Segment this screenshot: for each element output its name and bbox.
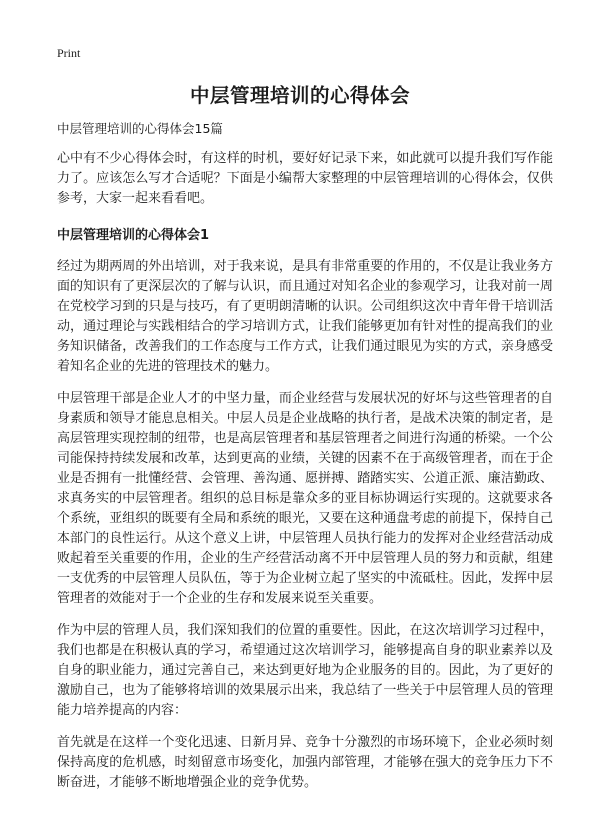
document-title: 中层管理培训的心得体会 (189, 84, 410, 107)
body-paragraph-1: 经过为期两周的外出培训，对于我来说，是具有非常重要的作用的，不仅是让我业务方面的知识有了更深层次的了解与认识，而且通过对知名企业的参观学习，让我对前一周在党校学习到的只是与技巧，有了更明朗清晰的认识。公司组织这次中青年骨干培训活动，通过理论与实践相结合的学习培训方式，让我们能够更加有针对性的提高我们的业务知识储备，改善我们的工作态度与工作方式，让我们通过眼见为实的方式，亲身感受着知名企业的先进的管理技术的魅力。 (57, 259, 553, 374)
body-paragraph-3: 作为中层的管理人员，我们深知我们的位置的重要性。因此，在这次培训学习过程中，我们也都是在积极认真的学习，希望通过这次培训学习，能够提高自身的职业素养以及自身的职业能力，通过完善自己，来达到更好地为企业服务的目的。因此，为了更好的激励自己，也为了能够将培训的效果展示出来，我总结了一些关于中层管理人员的管理能力培养提高的内容： (57, 623, 553, 718)
body-paragraph-4: 首先就是在这样一个变化迅速、日新月异、竞争十分激烈的市场环境下，企业必须时刻保持高度的危机感，时刻留意市场变化，加强内部管理，才能够在强大的竞争压力下不断奋进，才能够不断地增强企业的竞争优势。 (57, 735, 553, 790)
print-link[interactable]: Print (57, 46, 81, 60)
section-heading: 中层管理培训的心得体会1 (57, 228, 210, 243)
document-body (57, 120, 553, 805)
intro-paragraph: 心中有不少心得体会时，有这样的时机，要好好记录下来，如此就可以提升我们写作能力了。应该怎么写才合适呢？下面是小编帮大家整理的中层管理培训的心得体会，仅供参考，大家一起来看看吧。 (57, 151, 553, 206)
body-paragraph-2: 中层管理干部是企业人才的中坚力量，而企业经营与发展状况的好坏与这些管理者的自身素质和领导才能息息相关。中层人员是企业战略的执行者，是战术决策的制定者，是高层管理实现控制的纽带，也是高层管理者和基层管理者之间进行沟通的桥梁。一个公司能保持持续发展和改革，达到更高的业绩，关键的因素不在于高级管理者，而在于企业是否拥有一批懂经营、会管理、善沟通、愿拼搏、踏踏实实、公道正派、廉洁勤政、求真务实的中层管理者。组织的总目标是靠众多的亚目标协调运行实现的。这就要求各个系统，亚组织的既要有全局和系统的眼光，又要在这种通盘考虑的前提下，保持自己本部门的良性运行。从这个意义上讲，中层管理人员执行能力的发挥对企业经营活动成败起着至关重要的作用，企业的生产经营活动离不开中层管理人员的努力和贡献，组建一支优秀的中层管理人员队伍，等于为企业树立起了坚实的中流砥柱。因此，发挥中层管理者的效能对于一个企业的生存和发展来说至关重要。 (57, 391, 553, 606)
document-subtitle: 中层管理培训的心得体会15篇 (57, 121, 223, 136)
